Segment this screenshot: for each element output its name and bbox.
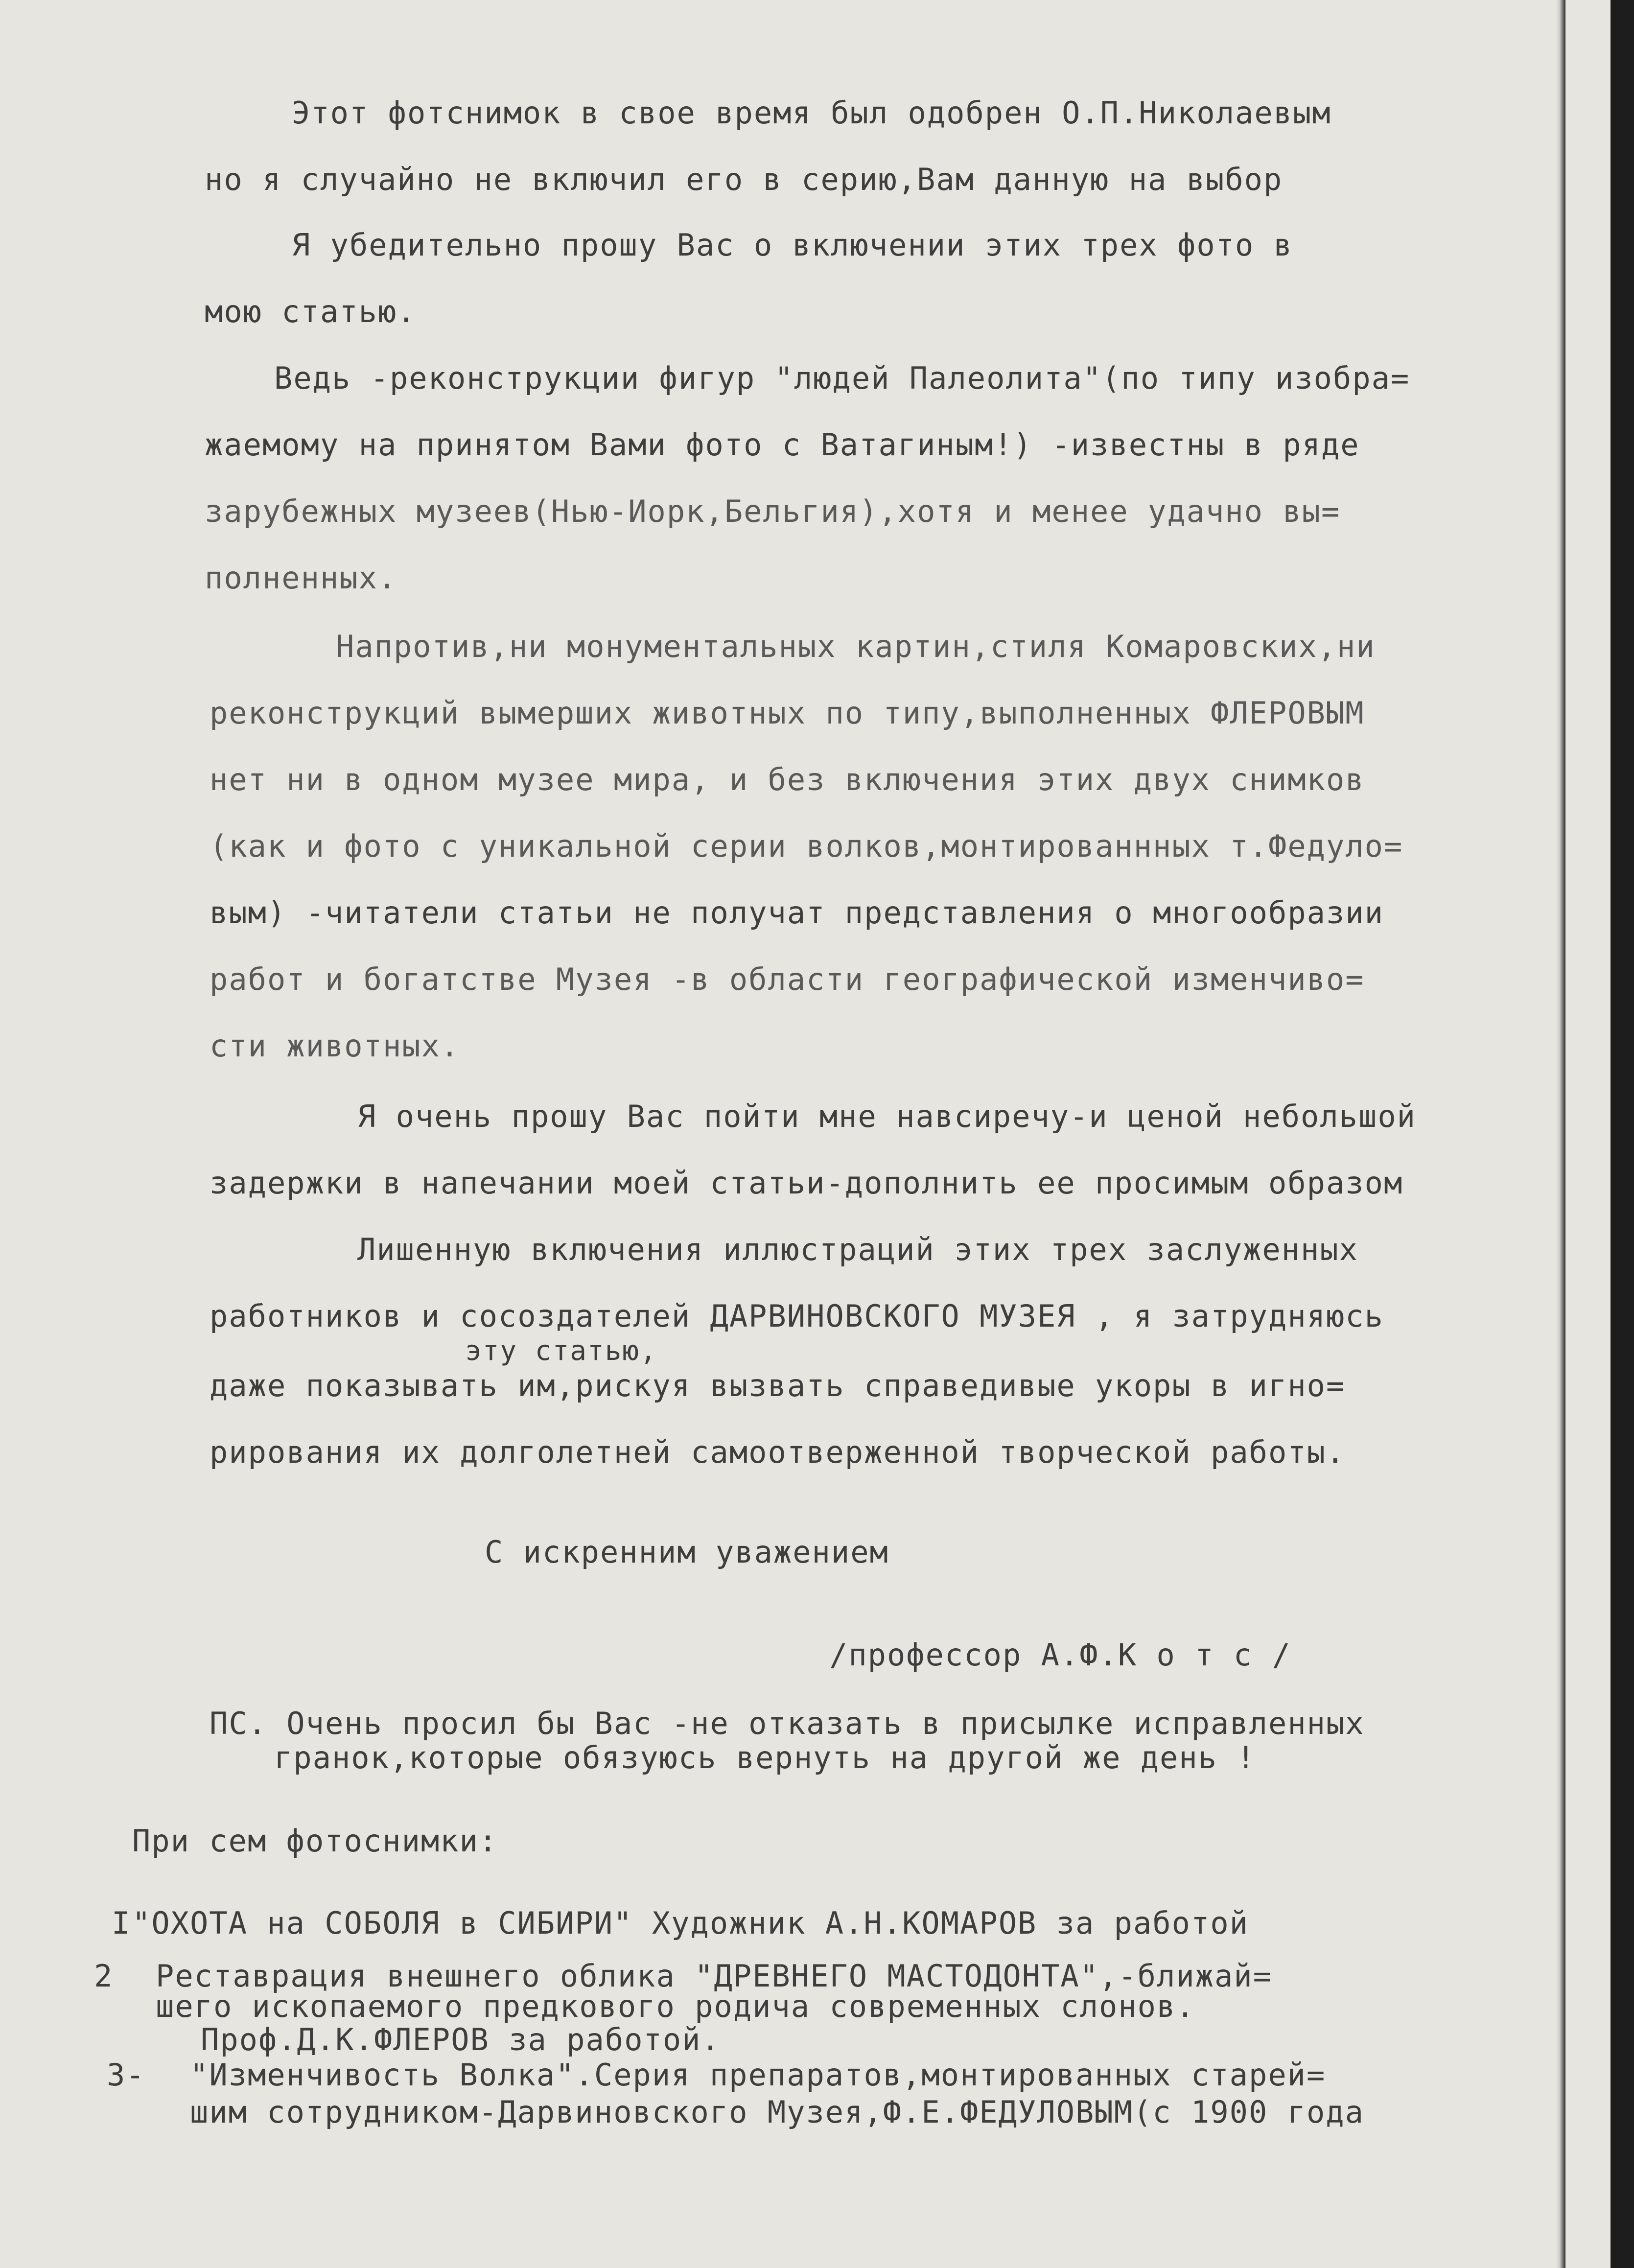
letter-line: зарубежных музеев(Нью-Иорк,Бельгия),хотя и менее удачно вы= (205, 493, 1341, 529)
item-number: 3- (107, 2057, 145, 2093)
letter-line: сти животных. (210, 1028, 460, 1064)
item-line: "ОХОТА на СОБОЛЯ в СИБИРИ" Художник А.Н.КОМАРОВ за работой (132, 1905, 1249, 1941)
page-edge-shadow (1556, 0, 1565, 2268)
letter-line: полненных. (205, 560, 397, 596)
postscript-line: ПС. Очень просил бы Вас -не отказать в присылке исправленных (210, 1706, 1365, 1741)
letter-line: Я убедительно прошу Вас о включении этих трех фото в (292, 227, 1293, 263)
letter-insertion: эту статью, (465, 1335, 657, 1367)
letter-line: Ведь -реконструкции фигур "людей Палеолита"(по типу изобра= (274, 360, 1410, 396)
item-line: "Изменчивость Волка".Серия препаратов,монтированных старей= (190, 2057, 1326, 2093)
attachments-heading: При сем фотоснимки: (132, 1823, 498, 1859)
letter-line: Этот фотснимок в свое время был одобрен О.П.Николаевым (292, 95, 1331, 131)
letter-line: работ и богатстве Музея -в области географической изменчиво= (210, 961, 1365, 997)
closing: С искренним уважением (485, 1534, 889, 1570)
letter-line: работников и сосоздателей ДАРВИНОВСКОГО МУЗЕЯ , я затрудняюсь (210, 1298, 1384, 1334)
item-number: 2 (94, 1958, 114, 1994)
item-line: шим сотрудником-Дарвиновского Музея,Ф.Е.ФЕДУЛОВЫМ(с 1900 года (190, 2094, 1364, 2130)
letter-line: рирования их долголетней самоотверженной творческой работы. (210, 1434, 1346, 1470)
letter-line: задержки в напечании моей статьи-дополнить ее просимым образом (210, 1165, 1403, 1201)
item-line: шего ископаемого предкового родича современных слонов. (156, 1988, 1195, 2024)
letter-line: Напротив,ни монументальных картин,стиля Комаровских,ни (336, 629, 1376, 664)
letter-line: (как и фото с уникальной серии волков,монтированнных т.Федуло= (210, 828, 1403, 864)
item-line: Проф.Д.К.ФЛЕРОВ за работой. (201, 2022, 721, 2058)
postscript-line: гранок,которые обязуюсь вернуть на другой же день ! (274, 1740, 1256, 1776)
item-line: Реставрация внешнего облика "ДРЕВНЕГО МАСТОДОНТА",-ближай= (156, 1958, 1272, 1994)
letter-line: жаемому на принятом Вами фото с Ватагиным!) -известны в ряде (205, 427, 1360, 463)
signature: /профессор А.Ф.К о т с / (829, 1637, 1291, 1673)
letter-line: Я очень прошу Вас пойти мне навсиречу-и ценой небольшой (357, 1099, 1416, 1134)
letter-line: реконструкций вымерших животных по типу,выполненных ФЛЕРОВЫМ (210, 695, 1365, 731)
letter-line: Лишенную включения иллюстраций этих трех заслуженных (357, 1232, 1359, 1267)
letter-line: нет ни в одном музее мира, и без включения этих двух снимков (210, 762, 1365, 797)
letter-line: мою статью. (205, 294, 417, 329)
letter-line: вым) -читатели статьи не получат представления о многообразии (210, 895, 1384, 931)
letter-line: даже показывать им,рискуя вызвать справедивые укоры в игно= (210, 1368, 1346, 1403)
letter-line: но я случайно не включил его в серию,Вам данную на выбор (205, 162, 1283, 197)
item-number: I (112, 1905, 131, 1941)
